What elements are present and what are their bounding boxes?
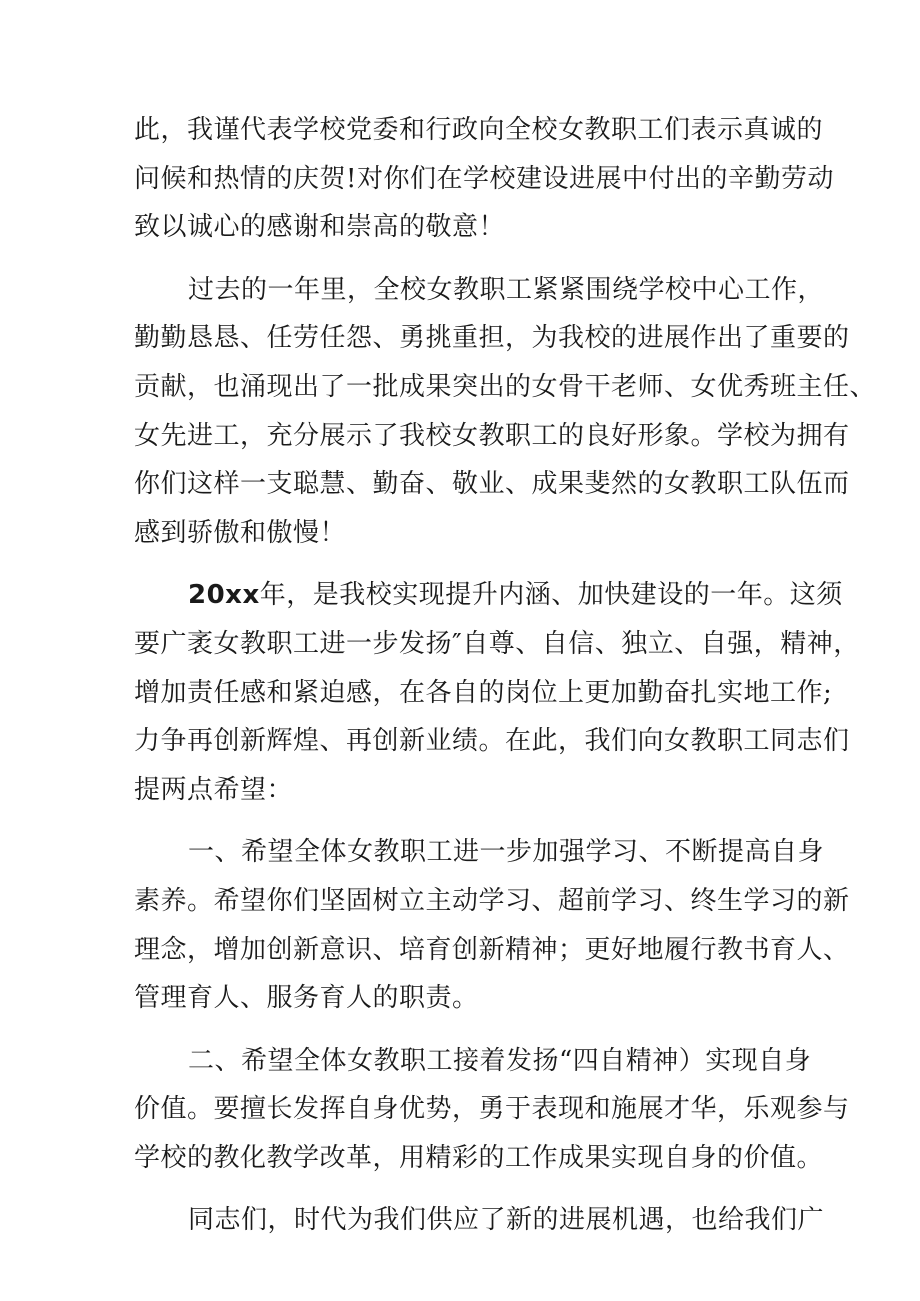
- paragraph-line: 增加责任感和紧迫感，在各自的岗位上更加勤奋扎实地工作;: [134, 677, 833, 708]
- paragraph-line: 感到骄傲和傲慢！: [134, 517, 347, 548]
- paragraph-line: 理念，增加创新意识、培育创新精神；更好地履行教书育人、: [134, 934, 850, 965]
- paragraph-line: 要广袤女教职工进一步发扬″自尊、自信、独立、自强，精神，: [134, 628, 860, 659]
- paragraph-line: 二、希望全体女教职工接着发扬“四自精神）实现自身: [188, 1045, 812, 1076]
- paragraph-line: 同志们，时代为我们供应了新的进展机遇，也给我们广: [188, 1205, 825, 1236]
- paragraph-line: 学校的教化教学改革，用精彩的工作成果实现自身的价值。: [134, 1142, 824, 1173]
- year-text: 20xx: [188, 580, 260, 611]
- paragraph-line: 提两点希望：: [134, 774, 294, 805]
- paragraph-line: 素养。希望你们坚固树立主动学习、超前学习、终生学习的新: [134, 885, 850, 916]
- paragraph-line: 力争再创新辉煌、再创新业绩。在此，我们向女教职工同志们: [134, 726, 850, 757]
- paragraph-line: [134, 571, 843, 620]
- paragraph-line: 女先进工，充分展示了我校女教职工的良好形象。学校为拥有: [134, 420, 850, 451]
- paragraph-line: 致以诚心的感谢和崇高的敬意！: [134, 212, 506, 243]
- paragraph-line: 问候和热情的庆贺!对你们在学校建设进展中付出的辛勤劳动: [134, 163, 834, 194]
- paragraph-line: 勤勤恳恳、任劳任怨、勇挑重担，为我校的进展作出了重要的: [134, 323, 850, 354]
- paragraph-line: 管理育人、服务育人的职责。: [134, 983, 479, 1014]
- paragraph-line: 过去的一年里，全校女教职工紧紧围绕学校中心工作，: [188, 274, 825, 305]
- paragraph-line: 价值。要擅长发挥自身优势，勇于表现和施展才华，乐观参与: [134, 1094, 850, 1125]
- paragraph-text: 年，是我校实现提升内涵、加快建设的一年。这须: [259, 580, 843, 611]
- paragraph-line: 贡献，也涌现出了一批成果突出的女骨干老师、女优秀班主任、: [134, 371, 877, 402]
- body-text: [134, 106, 877, 1245]
- paragraph-line: 此，我谨代表学校党委和行政向全校女教职工们表示真诚的: [134, 115, 824, 145]
- paragraph-line: 一、希望全体女教职工进一步加强学习、不断提高自身: [188, 837, 825, 868]
- paragraph-line: 你们这样一支聪慧、勤奋、敬业、成果斐然的女教职工队伍而: [134, 469, 850, 500]
